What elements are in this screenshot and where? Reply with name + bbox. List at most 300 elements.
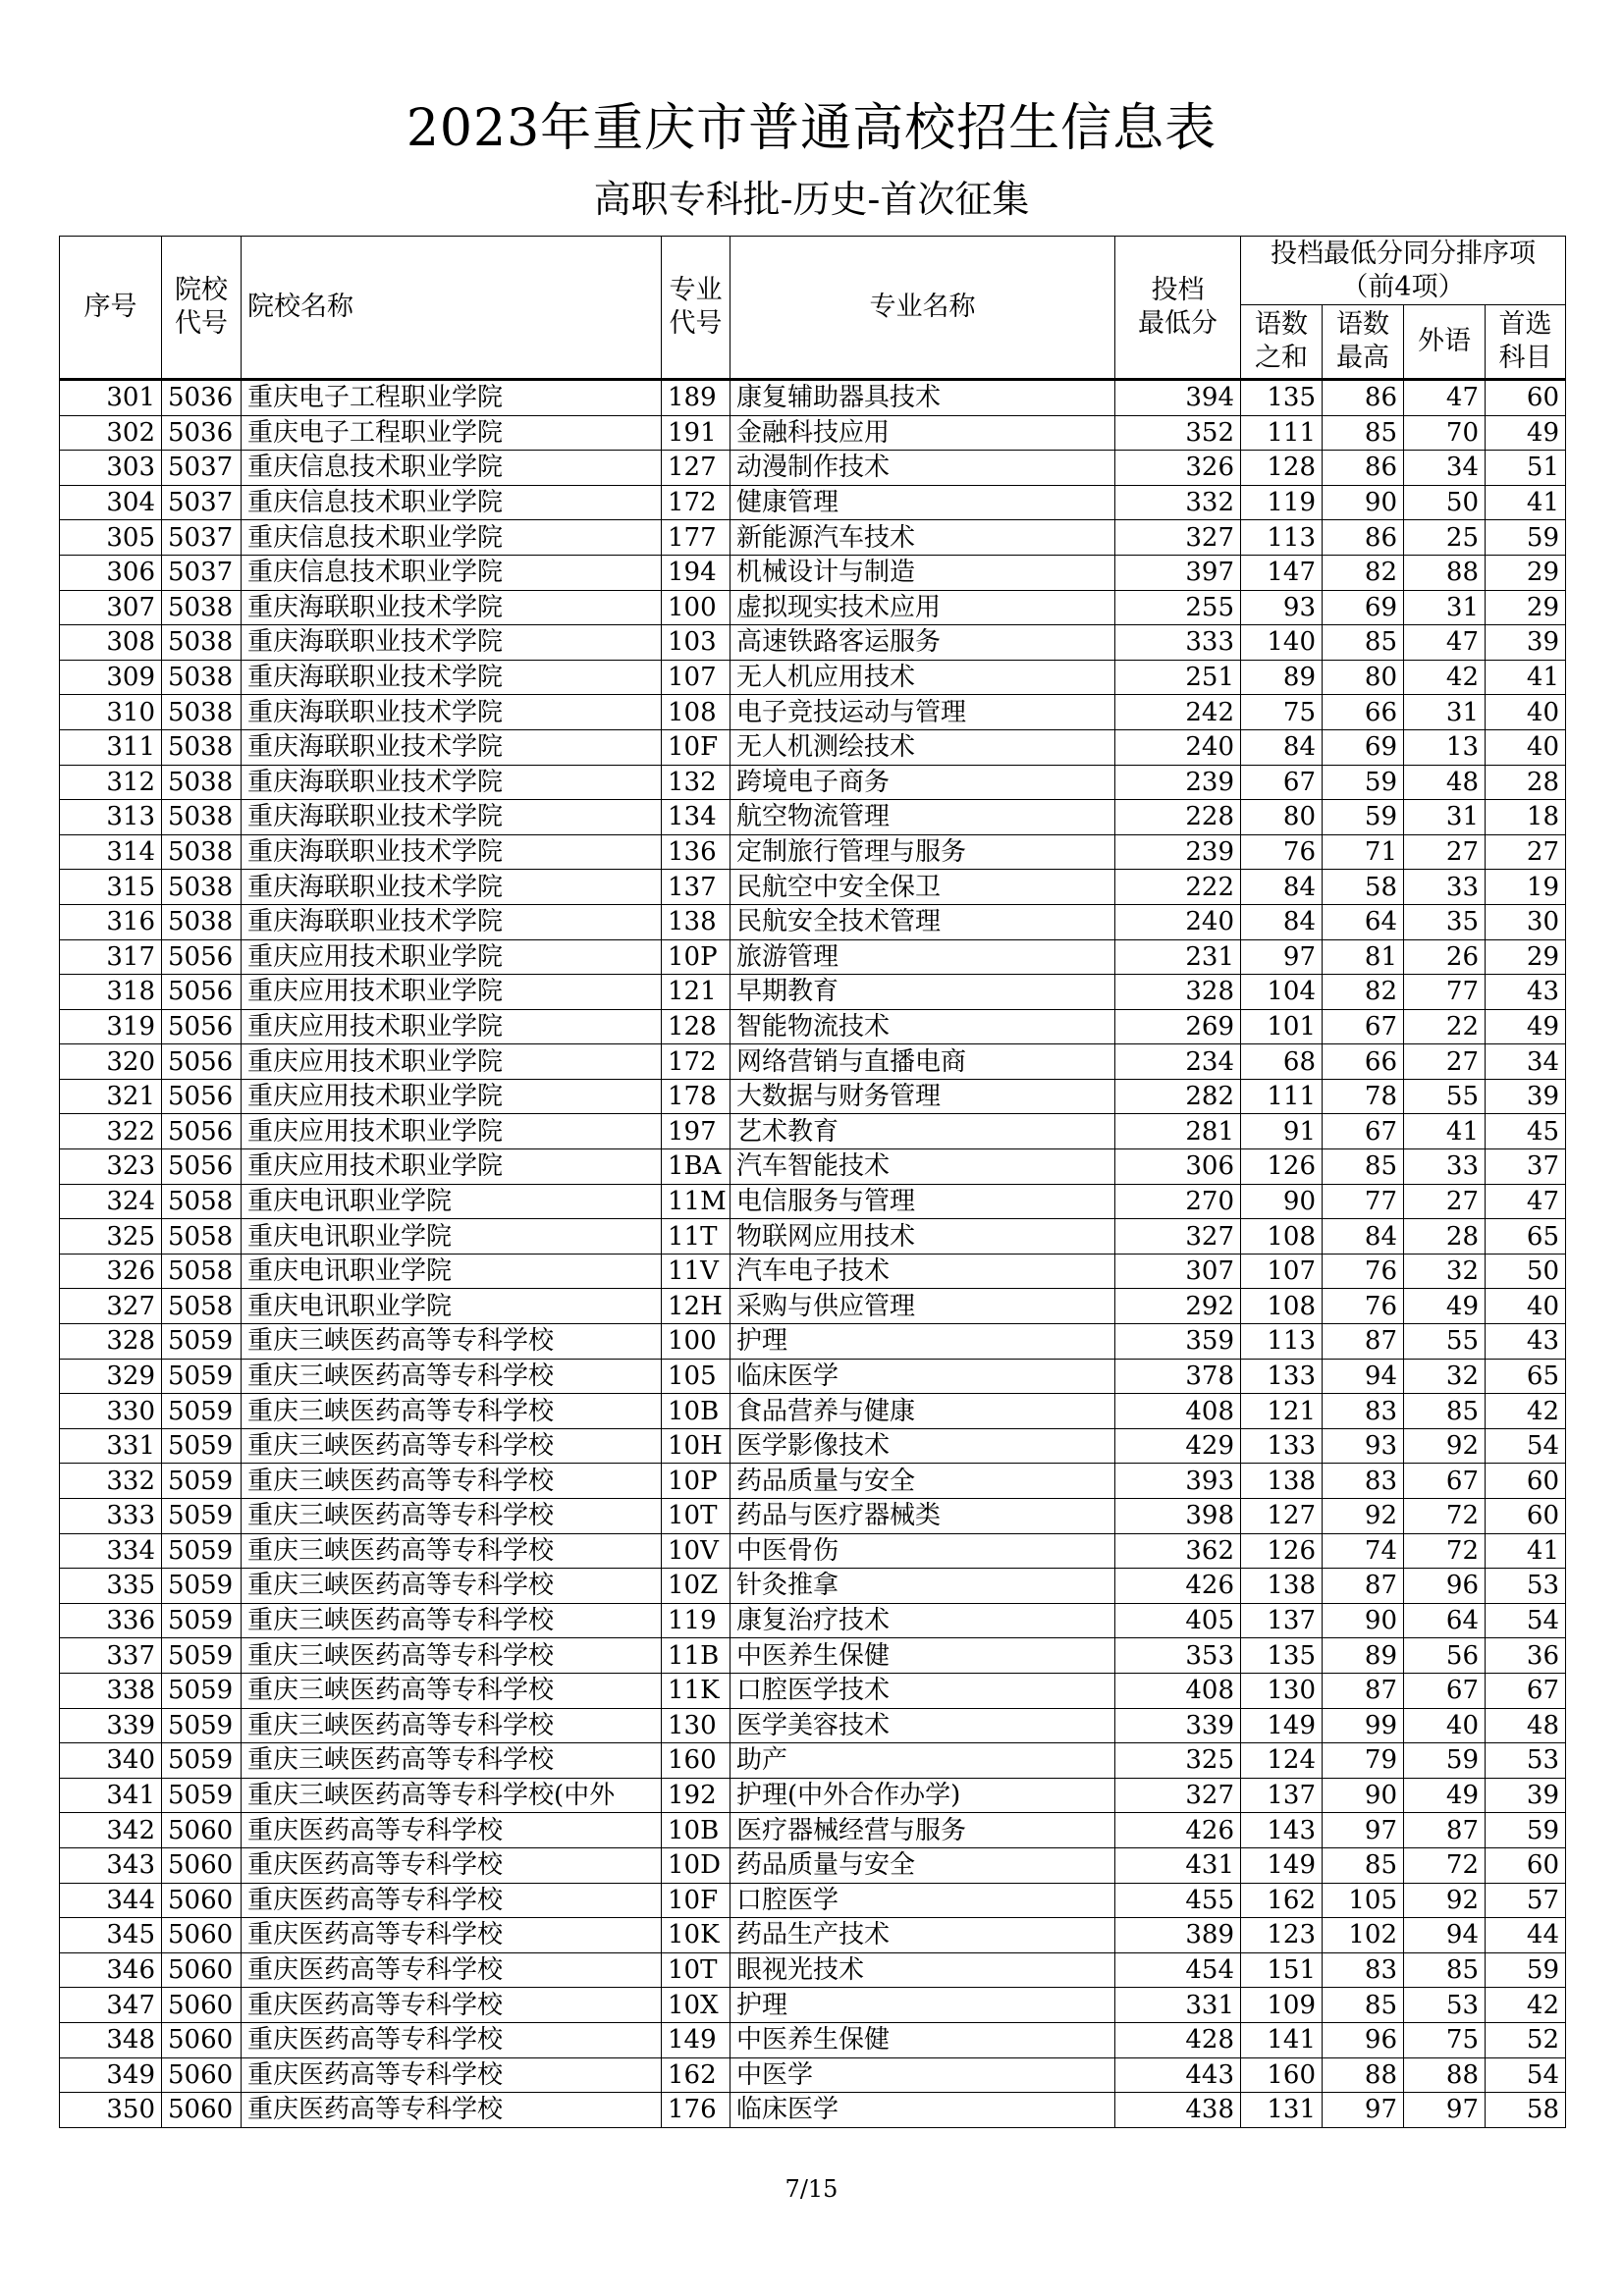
cell-major-name: 中医养生保健: [730, 2022, 1115, 2057]
cell-preferred-subject: 19: [1486, 870, 1566, 905]
table-row: [60, 870, 1566, 905]
cell-seq: 311: [60, 729, 162, 765]
cell-min-score: 269: [1115, 1009, 1241, 1044]
cell-major-code: 160: [662, 1743, 730, 1779]
cell-chinese-math-max: 84: [1323, 1219, 1404, 1255]
cell-chinese-math-sum: 101: [1241, 1009, 1323, 1044]
cell-preferred-subject: 29: [1486, 555, 1566, 590]
cell-major-code: 10K: [662, 1918, 730, 1953]
cell-chinese-math-max: 93: [1323, 1428, 1404, 1464]
cell-major-code: 119: [662, 1603, 730, 1638]
cell-school-name: 重庆三峡医药高等专科学校: [242, 1499, 662, 1534]
cell-chinese-math-max: 59: [1323, 765, 1404, 800]
cell-seq: 320: [60, 1044, 162, 1080]
cell-chinese-math-max: 83: [1323, 1952, 1404, 1988]
cell-major-name: 机械设计与制造: [730, 555, 1115, 590]
cell-chinese-math-sum: 104: [1241, 975, 1323, 1010]
cell-foreign-language: 27: [1404, 1184, 1486, 1219]
cell-preferred-subject: 41: [1486, 485, 1566, 520]
cell-chinese-math-sum: 147: [1241, 555, 1323, 590]
header-tiebreak-group: 投档最低分同分排序项 （前4项）: [1241, 237, 1566, 305]
cell-major-code: 10H: [662, 1428, 730, 1464]
cell-seq: 333: [60, 1499, 162, 1534]
cell-school-name: 重庆应用技术职业学院: [242, 1044, 662, 1080]
cell-seq: 338: [60, 1673, 162, 1708]
cell-chinese-math-max: 90: [1323, 485, 1404, 520]
cell-foreign-language: 27: [1404, 834, 1486, 870]
cell-major-name: 大数据与财务管理: [730, 1079, 1115, 1114]
cell-seq: 345: [60, 1918, 162, 1953]
cell-school-code: 5060: [162, 2057, 242, 2093]
cell-seq: 344: [60, 1883, 162, 1918]
cell-preferred-subject: 39: [1486, 1778, 1566, 1813]
cell-school-name: 重庆三峡医药高等专科学校: [242, 1569, 662, 1604]
cell-school-code: 5060: [162, 1988, 242, 2023]
cell-school-code: 5059: [162, 1673, 242, 1708]
cell-school-name: 重庆三峡医药高等专科学校: [242, 1638, 662, 1674]
cell-chinese-math-max: 105: [1323, 1883, 1404, 1918]
cell-preferred-subject: 18: [1486, 800, 1566, 835]
cell-chinese-math-sum: 124: [1241, 1743, 1323, 1779]
cell-foreign-language: 88: [1404, 2057, 1486, 2093]
cell-chinese-math-sum: 80: [1241, 800, 1323, 835]
cell-chinese-math-max: 86: [1323, 520, 1404, 556]
table-row: [60, 1673, 1566, 1708]
table-row: [60, 2057, 1566, 2093]
cell-school-name: 重庆医药高等专科学校: [242, 1952, 662, 1988]
table-row: [60, 451, 1566, 486]
cell-seq: 337: [60, 1638, 162, 1674]
cell-school-name: 重庆应用技术职业学院: [242, 1009, 662, 1044]
cell-min-score: 454: [1115, 1952, 1241, 1988]
cell-school-name: 重庆电讯职业学院: [242, 1289, 662, 1324]
cell-chinese-math-sum: 126: [1241, 1533, 1323, 1569]
cell-major-name: 早期教育: [730, 975, 1115, 1010]
cell-major-name: 高速铁路客运服务: [730, 625, 1115, 661]
cell-foreign-language: 35: [1404, 904, 1486, 939]
cell-chinese-math-sum: 97: [1241, 939, 1323, 975]
table-row: [60, 1708, 1566, 1743]
cell-chinese-math-sum: 91: [1241, 1114, 1323, 1149]
cell-school-code: 5037: [162, 555, 242, 590]
cell-foreign-language: 94: [1404, 1918, 1486, 1953]
cell-chinese-math-sum: 149: [1241, 1708, 1323, 1743]
cell-foreign-language: 33: [1404, 870, 1486, 905]
cell-school-code: 5038: [162, 765, 242, 800]
cell-school-name: 重庆信息技术职业学院: [242, 451, 662, 486]
cell-min-score: 397: [1115, 555, 1241, 590]
cell-chinese-math-sum: 84: [1241, 904, 1323, 939]
header-school-name: 院校名称: [242, 237, 662, 380]
cell-min-score: 428: [1115, 2022, 1241, 2057]
cell-foreign-language: 70: [1404, 415, 1486, 451]
cell-chinese-math-max: 77: [1323, 1184, 1404, 1219]
cell-preferred-subject: 42: [1486, 1394, 1566, 1429]
table-row: [60, 2022, 1566, 2057]
cell-preferred-subject: 40: [1486, 1289, 1566, 1324]
cell-chinese-math-sum: 135: [1241, 1638, 1323, 1674]
cell-school-name: 重庆三峡医药高等专科学校: [242, 1743, 662, 1779]
cell-chinese-math-max: 83: [1323, 1394, 1404, 1429]
cell-foreign-language: 72: [1404, 1499, 1486, 1534]
cell-school-code: 5038: [162, 834, 242, 870]
cell-seq: 347: [60, 1988, 162, 2023]
cell-school-code: 5059: [162, 1569, 242, 1604]
cell-seq: 314: [60, 834, 162, 870]
page-number: 7/15: [784, 2175, 839, 2203]
cell-foreign-language: 32: [1404, 1359, 1486, 1394]
cell-school-name: 重庆信息技术职业学院: [242, 555, 662, 590]
table-row: [60, 1569, 1566, 1604]
cell-foreign-language: 87: [1404, 1813, 1486, 1848]
cell-chinese-math-max: 76: [1323, 1254, 1404, 1289]
cell-preferred-subject: 60: [1486, 380, 1566, 416]
cell-major-name: 动漫制作技术: [730, 451, 1115, 486]
cell-preferred-subject: 30: [1486, 904, 1566, 939]
cell-preferred-subject: 39: [1486, 1079, 1566, 1114]
cell-foreign-language: 97: [1404, 2093, 1486, 2128]
cell-chinese-math-sum: 84: [1241, 870, 1323, 905]
cell-major-name: 健康管理: [730, 485, 1115, 520]
cell-preferred-subject: 59: [1486, 1813, 1566, 1848]
cell-foreign-language: 22: [1404, 1009, 1486, 1044]
cell-major-code: 176: [662, 2093, 730, 2128]
cell-foreign-language: 59: [1404, 1743, 1486, 1779]
cell-foreign-language: 31: [1404, 800, 1486, 835]
table-row: [60, 1988, 1566, 2023]
cell-seq: 324: [60, 1184, 162, 1219]
cell-chinese-math-sum: 135: [1241, 380, 1323, 416]
cell-school-code: 5038: [162, 695, 242, 730]
cell-major-code: 136: [662, 834, 730, 870]
cell-preferred-subject: 65: [1486, 1219, 1566, 1255]
cell-school-code: 5058: [162, 1219, 242, 1255]
cell-chinese-math-max: 85: [1323, 415, 1404, 451]
cell-preferred-subject: 41: [1486, 1533, 1566, 1569]
cell-min-score: 389: [1115, 1918, 1241, 1953]
cell-school-name: 重庆海联职业技术学院: [242, 870, 662, 905]
cell-school-code: 5059: [162, 1638, 242, 1674]
table-header: [60, 237, 1566, 380]
cell-school-code: 5056: [162, 1149, 242, 1185]
cell-min-score: 408: [1115, 1394, 1241, 1429]
cell-seq: 327: [60, 1289, 162, 1324]
cell-major-name: 中医学: [730, 2057, 1115, 2093]
cell-school-name: 重庆海联职业技术学院: [242, 800, 662, 835]
cell-chinese-math-max: 58: [1323, 870, 1404, 905]
cell-preferred-subject: 58: [1486, 2093, 1566, 2128]
table-row: [60, 1044, 1566, 1080]
table-row: [60, 1149, 1566, 1185]
cell-major-code: 100: [662, 1324, 730, 1360]
cell-major-code: 130: [662, 1708, 730, 1743]
cell-school-name: 重庆应用技术职业学院: [242, 1114, 662, 1149]
cell-foreign-language: 75: [1404, 2022, 1486, 2057]
cell-chinese-math-max: 90: [1323, 1778, 1404, 1813]
cell-preferred-subject: 27: [1486, 834, 1566, 870]
cell-chinese-math-max: 82: [1323, 975, 1404, 1010]
cell-major-name: 医学影像技术: [730, 1428, 1115, 1464]
table-row: [60, 520, 1566, 556]
cell-major-name: 药品生产技术: [730, 1918, 1115, 1953]
cell-school-code: 5060: [162, 2022, 242, 2057]
cell-major-name: 药品与医疗器械类: [730, 1499, 1115, 1534]
cell-min-score: 405: [1115, 1603, 1241, 1638]
cell-school-code: 5038: [162, 625, 242, 661]
cell-school-code: 5060: [162, 1952, 242, 1988]
cell-chinese-math-max: 90: [1323, 1603, 1404, 1638]
cell-major-code: 132: [662, 765, 730, 800]
cell-school-code: 5059: [162, 1499, 242, 1534]
cell-school-code: 5060: [162, 2093, 242, 2128]
cell-chinese-math-max: 96: [1323, 2022, 1404, 2057]
header-preferred-subject: 首选 科目: [1486, 305, 1566, 380]
cell-major-name: 网络营销与直播电商: [730, 1044, 1115, 1080]
page-title: 2023年重庆市普通高校招生信息表: [406, 99, 1217, 158]
table-row: [60, 765, 1566, 800]
cell-major-code: 134: [662, 800, 730, 835]
cell-min-score: 352: [1115, 415, 1241, 451]
cell-major-name: 中医养生保健: [730, 1638, 1115, 1674]
cell-min-score: 282: [1115, 1079, 1241, 1114]
cell-seq: 329: [60, 1359, 162, 1394]
cell-seq: 332: [60, 1464, 162, 1499]
cell-min-score: 255: [1115, 590, 1241, 625]
cell-foreign-language: 26: [1404, 939, 1486, 975]
cell-chinese-math-sum: 76: [1241, 834, 1323, 870]
cell-major-name: 航空物流管理: [730, 800, 1115, 835]
cell-chinese-math-max: 64: [1323, 904, 1404, 939]
cell-chinese-math-max: 86: [1323, 451, 1404, 486]
cell-school-code: 5056: [162, 1114, 242, 1149]
cell-chinese-math-max: 76: [1323, 1289, 1404, 1324]
cell-major-name: 药品质量与安全: [730, 1847, 1115, 1883]
header-major-code: 专业 代号: [662, 237, 730, 380]
cell-major-code: 1BA: [662, 1149, 730, 1185]
cell-preferred-subject: 59: [1486, 1952, 1566, 1988]
cell-foreign-language: 88: [1404, 555, 1486, 590]
cell-min-score: 394: [1115, 380, 1241, 416]
cell-chinese-math-max: 87: [1323, 1673, 1404, 1708]
cell-min-score: 327: [1115, 520, 1241, 556]
cell-school-code: 5038: [162, 800, 242, 835]
cell-chinese-math-max: 86: [1323, 380, 1404, 416]
table-row: [60, 1883, 1566, 1918]
cell-major-name: 民航安全技术管理: [730, 904, 1115, 939]
cell-school-code: 5038: [162, 590, 242, 625]
table-row: [60, 1079, 1566, 1114]
cell-seq: 340: [60, 1743, 162, 1779]
cell-school-name: 重庆信息技术职业学院: [242, 520, 662, 556]
cell-school-code: 5059: [162, 1428, 242, 1464]
cell-major-code: 10D: [662, 1847, 730, 1883]
cell-school-name: 重庆应用技术职业学院: [242, 1149, 662, 1185]
cell-seq: 316: [60, 904, 162, 939]
cell-foreign-language: 72: [1404, 1533, 1486, 1569]
cell-seq: 301: [60, 380, 162, 416]
cell-chinese-math-sum: 113: [1241, 1324, 1323, 1360]
cell-preferred-subject: 59: [1486, 520, 1566, 556]
cell-school-code: 5036: [162, 415, 242, 451]
cell-foreign-language: 27: [1404, 1044, 1486, 1080]
cell-school-name: 重庆海联职业技术学院: [242, 765, 662, 800]
cell-school-code: 5059: [162, 1603, 242, 1638]
cell-school-name: 重庆三峡医药高等专科学校: [242, 1533, 662, 1569]
cell-major-code: 197: [662, 1114, 730, 1149]
table-row: [60, 1918, 1566, 1953]
cell-major-code: 177: [662, 520, 730, 556]
cell-school-code: 5059: [162, 1394, 242, 1429]
cell-chinese-math-max: 78: [1323, 1079, 1404, 1114]
cell-major-name: 跨境电子商务: [730, 765, 1115, 800]
cell-major-name: 眼视光技术: [730, 1952, 1115, 1988]
cell-chinese-math-max: 85: [1323, 1988, 1404, 2023]
cell-school-code: 5038: [162, 870, 242, 905]
cell-school-code: 5060: [162, 1813, 242, 1848]
cell-preferred-subject: 60: [1486, 1499, 1566, 1534]
cell-major-name: 临床医学: [730, 1359, 1115, 1394]
cell-chinese-math-sum: 137: [1241, 1603, 1323, 1638]
cell-min-score: 240: [1115, 729, 1241, 765]
cell-major-code: 172: [662, 1044, 730, 1080]
cell-chinese-math-sum: 123: [1241, 1918, 1323, 1953]
cell-school-code: 5059: [162, 1743, 242, 1779]
cell-major-name: 艺术教育: [730, 1114, 1115, 1149]
cell-major-code: 121: [662, 975, 730, 1010]
cell-chinese-math-sum: 140: [1241, 625, 1323, 661]
table-row: [60, 904, 1566, 939]
header-major-name: 专业名称: [730, 237, 1115, 380]
table-row: [60, 1743, 1566, 1779]
cell-school-name: 重庆医药高等专科学校: [242, 1883, 662, 1918]
cell-chinese-math-sum: 119: [1241, 485, 1323, 520]
cell-foreign-language: 34: [1404, 451, 1486, 486]
header-foreign-language: 外语: [1404, 305, 1486, 380]
cell-major-code: 103: [662, 625, 730, 661]
cell-major-name: 药品质量与安全: [730, 1464, 1115, 1499]
cell-school-code: 5059: [162, 1359, 242, 1394]
cell-seq: 325: [60, 1219, 162, 1255]
cell-major-code: 162: [662, 2057, 730, 2093]
cell-chinese-math-sum: 93: [1241, 590, 1323, 625]
cell-foreign-language: 77: [1404, 975, 1486, 1010]
cell-chinese-math-max: 85: [1323, 1149, 1404, 1185]
cell-seq: 349: [60, 2057, 162, 2093]
cell-major-code: 10X: [662, 1988, 730, 2023]
cell-min-score: 228: [1115, 800, 1241, 835]
table-row: [60, 380, 1566, 416]
cell-major-name: 智能物流技术: [730, 1009, 1115, 1044]
cell-min-score: 426: [1115, 1813, 1241, 1848]
cell-school-name: 重庆医药高等专科学校: [242, 1918, 662, 1953]
cell-chinese-math-max: 89: [1323, 1638, 1404, 1674]
cell-school-code: 5038: [162, 729, 242, 765]
cell-school-name: 重庆海联职业技术学院: [242, 904, 662, 939]
table-row: [60, 1499, 1566, 1534]
cell-preferred-subject: 49: [1486, 415, 1566, 451]
cell-preferred-subject: 54: [1486, 1428, 1566, 1464]
table-row: [60, 1464, 1566, 1499]
cell-seq: 331: [60, 1428, 162, 1464]
table-row: [60, 1533, 1566, 1569]
cell-min-score: 429: [1115, 1428, 1241, 1464]
cell-school-code: 5059: [162, 1708, 242, 1743]
cell-major-code: 108: [662, 695, 730, 730]
cell-chinese-math-max: 82: [1323, 555, 1404, 590]
cell-major-code: 10F: [662, 1883, 730, 1918]
cell-school-name: 重庆应用技术职业学院: [242, 975, 662, 1010]
cell-school-code: 5038: [162, 904, 242, 939]
cell-chinese-math-max: 66: [1323, 695, 1404, 730]
cell-major-code: 12H: [662, 1289, 730, 1324]
cell-min-score: 251: [1115, 660, 1241, 695]
cell-seq: 326: [60, 1254, 162, 1289]
cell-foreign-language: 64: [1404, 1603, 1486, 1638]
cell-chinese-math-max: 87: [1323, 1569, 1404, 1604]
cell-min-score: 240: [1115, 904, 1241, 939]
cell-major-code: 10P: [662, 939, 730, 975]
cell-school-name: 重庆医药高等专科学校: [242, 1988, 662, 2023]
cell-chinese-math-sum: 149: [1241, 1847, 1323, 1883]
cell-min-score: 281: [1115, 1114, 1241, 1149]
cell-school-code: 5056: [162, 975, 242, 1010]
cell-min-score: 438: [1115, 2093, 1241, 2128]
cell-school-code: 5037: [162, 520, 242, 556]
table-row: [60, 590, 1566, 625]
table-row: [60, 834, 1566, 870]
table-row: [60, 1394, 1566, 1429]
cell-min-score: 332: [1115, 485, 1241, 520]
table-row: [60, 1778, 1566, 1813]
cell-major-name: 新能源汽车技术: [730, 520, 1115, 556]
cell-foreign-language: 85: [1404, 1952, 1486, 1988]
cell-min-score: 325: [1115, 1743, 1241, 1779]
cell-school-name: 重庆三峡医药高等专科学校(中外: [242, 1778, 662, 1813]
cell-school-code: 5058: [162, 1289, 242, 1324]
cell-school-name: 重庆电讯职业学院: [242, 1254, 662, 1289]
cell-foreign-language: 40: [1404, 1708, 1486, 1743]
cell-min-score: 327: [1115, 1219, 1241, 1255]
cell-min-score: 234: [1115, 1044, 1241, 1080]
cell-preferred-subject: 53: [1486, 1743, 1566, 1779]
cell-school-name: 重庆信息技术职业学院: [242, 485, 662, 520]
cell-major-code: 105: [662, 1359, 730, 1394]
cell-seq: 350: [60, 2093, 162, 2128]
cell-min-score: 292: [1115, 1289, 1241, 1324]
cell-school-code: 5056: [162, 1009, 242, 1044]
cell-chinese-math-sum: 137: [1241, 1778, 1323, 1813]
cell-chinese-math-sum: 75: [1241, 695, 1323, 730]
cell-chinese-math-max: 85: [1323, 1847, 1404, 1883]
cell-chinese-math-sum: 138: [1241, 1464, 1323, 1499]
cell-min-score: 306: [1115, 1149, 1241, 1185]
cell-min-score: 326: [1115, 451, 1241, 486]
cell-school-code: 5056: [162, 939, 242, 975]
table-row: [60, 695, 1566, 730]
cell-major-name: 口腔医学: [730, 1883, 1115, 1918]
cell-chinese-math-max: 79: [1323, 1743, 1404, 1779]
cell-min-score: 362: [1115, 1533, 1241, 1569]
cell-foreign-language: 25: [1404, 520, 1486, 556]
cell-school-name: 重庆应用技术职业学院: [242, 1079, 662, 1114]
cell-major-code: 11V: [662, 1254, 730, 1289]
page-subtitle: 高职专科批-历史-首次征集: [593, 178, 1030, 221]
cell-seq: 342: [60, 1813, 162, 1848]
cell-foreign-language: 48: [1404, 765, 1486, 800]
cell-school-name: 重庆应用技术职业学院: [242, 939, 662, 975]
table-row: [60, 1219, 1566, 1255]
cell-preferred-subject: 52: [1486, 2022, 1566, 2057]
